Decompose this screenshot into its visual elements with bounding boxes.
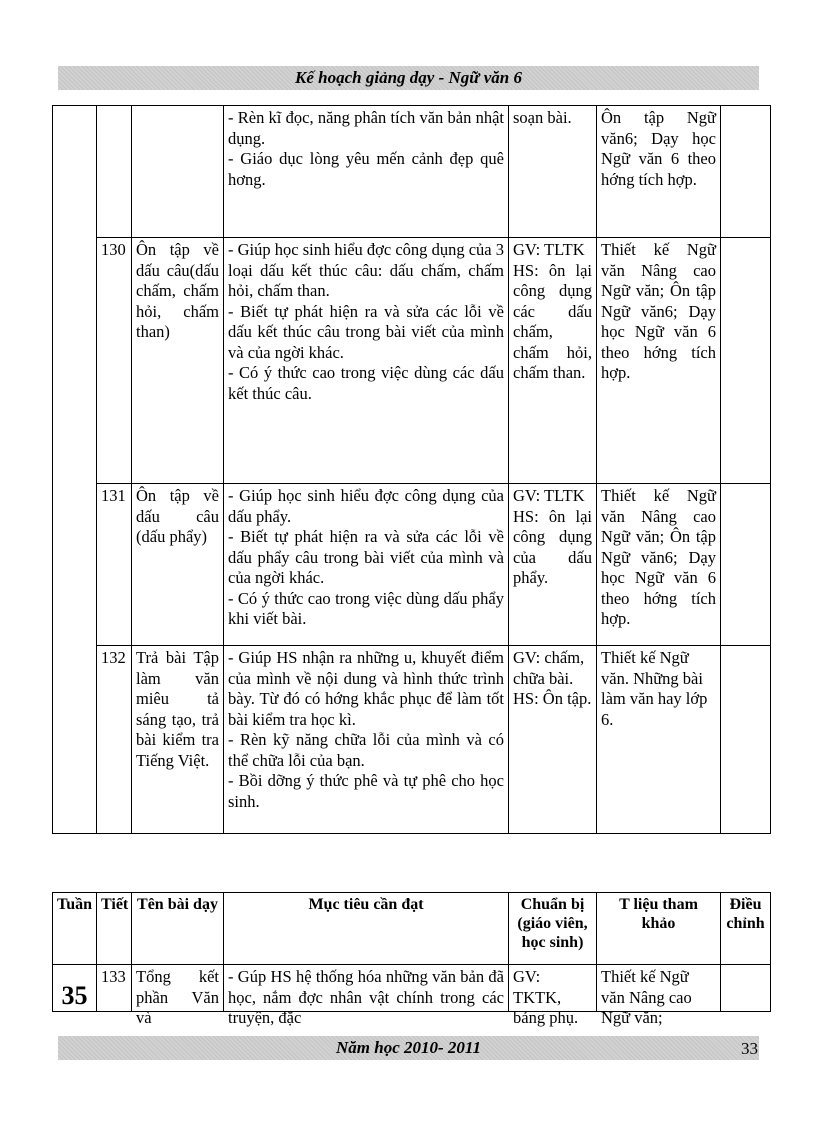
references-text: Thiết kế Ngữ văn Nâng cao Ngữ văn; (601, 967, 692, 1027)
week-cell: 35 (53, 965, 97, 1012)
preparation-cell: soạn bài. (509, 106, 597, 238)
header-objectives: Mục tiêu cần đạt (224, 893, 509, 965)
preparation-cell: GV: TLTK HS: ôn lại công dụng các dấu chấm, chấm hỏi, chấm than. (509, 238, 597, 484)
page-footer: Năm học 2010- 2011 (58, 1036, 759, 1060)
lesson-plan-table-week35 (52, 892, 771, 1027)
adjustment-cell (721, 484, 771, 646)
period-cell: 132 (97, 646, 132, 834)
objectives-cell: - Rèn kĩ đọc, năng phân tích văn bản nhật dụng. - Giáo dục lòng yêu mến cảnh đẹp quê hơng. (224, 106, 509, 238)
lesson-name-text: Tổng kết phần Văn và (136, 967, 219, 1027)
objectives-cell: - Giúp HS nhận ra những u, khuyết điểm của mình về nội dung và hình thức trình bày. Từ đó có hớng khắc phục để làm tốt bài kiểm tra học kì. - Rèn kỹ năng chữa lỗi của mình và có thể chữa lỗi của bạn. - Bồi dỡng ý thức phê và tự phê cho học sinh. (224, 646, 509, 834)
references-cell: Thiết kế Ngữ văn. Những bài làm văn hay lớp 6. (597, 646, 721, 834)
references-cell: Thiết kế Ngữ văn Nâng cao Ngữ văn; Ôn tập Ngữ văn6; Dạy học Ngữ văn 6 theo hớng tích hợp. (597, 238, 721, 484)
week-cell (53, 106, 97, 834)
table-header-row (53, 893, 771, 965)
adjustment-cell (721, 646, 771, 834)
preparation-cell: GV: chấm, chữa bài. HS: Ôn tập. (509, 646, 597, 834)
table-row (53, 106, 771, 238)
objectives-cell: - Giúp học sinh hiểu đợc công dụng của 3 loại dấu kết thúc câu: dấu chấm, chấm hỏi, chấm than. - Biết tự phát hiện ra và sửa các lỗi về dấu kết thúc câu trong bài viết của mình và của ngời khác. - Có ý thức cao trong việc dùng các dấu kết thúc câu. (224, 238, 509, 484)
table-row (53, 646, 771, 834)
table-row (53, 238, 771, 484)
adjustment-cell (721, 965, 771, 1012)
table-row (53, 484, 771, 646)
references-cell: Ôn tập Ngữ văn6; Dạy học Ngữ văn 6 theo hớng tích hợp. (597, 106, 721, 238)
header-preparation: Chuẩn bị (giáo viên, học sinh) (509, 893, 597, 965)
header-period: Tiết (97, 893, 132, 965)
adjustment-cell (721, 106, 771, 238)
preparation-cell: GV: TLTK HS: ôn lại công dụng của dấu phẩy. (509, 484, 597, 646)
lesson-plan-table-continued (52, 105, 771, 834)
lesson-name-cell: Ôn tập về dấu câu(dấu chấm, chấm hỏi, chấm than) (132, 238, 224, 484)
header-lesson-name: Tên bài dạy (132, 893, 224, 965)
period-text: 133 (101, 967, 126, 986)
table-row (53, 965, 771, 1012)
page-header: Kế hoạch giảng dạy - Ngữ văn 6 (58, 66, 759, 90)
lesson-name-cell: Ôn tập về dấu câu (dấu phẩy) (132, 484, 224, 646)
page-number: 33 (741, 1039, 758, 1058)
header-references: T liệu tham khảo (597, 893, 721, 965)
objectives-text: - Gúp HS hệ thống hóa những văn bản đã học, nắm đợc nhân vật chính trong các truyện, đặc (228, 967, 504, 1027)
adjustment-cell (721, 238, 771, 484)
period-cell (97, 106, 132, 238)
period-cell: 131 (97, 484, 132, 646)
references-cell: Thiết kế Ngữ văn Nâng cao Ngữ văn; Ôn tập Ngữ văn6; Dạy học Ngữ văn 6 theo hớng tích hợp. (597, 484, 721, 646)
references-cell (597, 965, 721, 1027)
period-cell (97, 965, 132, 1012)
lesson-name-cell (132, 965, 224, 1027)
lesson-name-cell: Trả bài Tập làm văn miêu tả sáng tạo, trả bài kiểm tra Tiếng Việt. (132, 646, 224, 834)
lesson-name-cell (132, 106, 224, 238)
header-adjustment: Điều chỉnh (721, 893, 771, 965)
period-cell: 130 (97, 238, 132, 484)
header-week: Tuần (53, 893, 97, 965)
preparation-text: GV: TKTK, bảng phụ. (513, 967, 579, 1027)
objectives-cell: - Giúp học sinh hiểu đợc công dụng của dấu phẩy. - Biết tự phát hiện ra và sửa các lỗi về dấu phẩy câu trong bài viết của mình và của ngời khác. - Có ý thức cao trong việc dùng dấu phẩy khi viết bài. (224, 484, 509, 646)
objectives-cell (224, 965, 509, 1027)
preparation-cell (509, 965, 597, 1027)
